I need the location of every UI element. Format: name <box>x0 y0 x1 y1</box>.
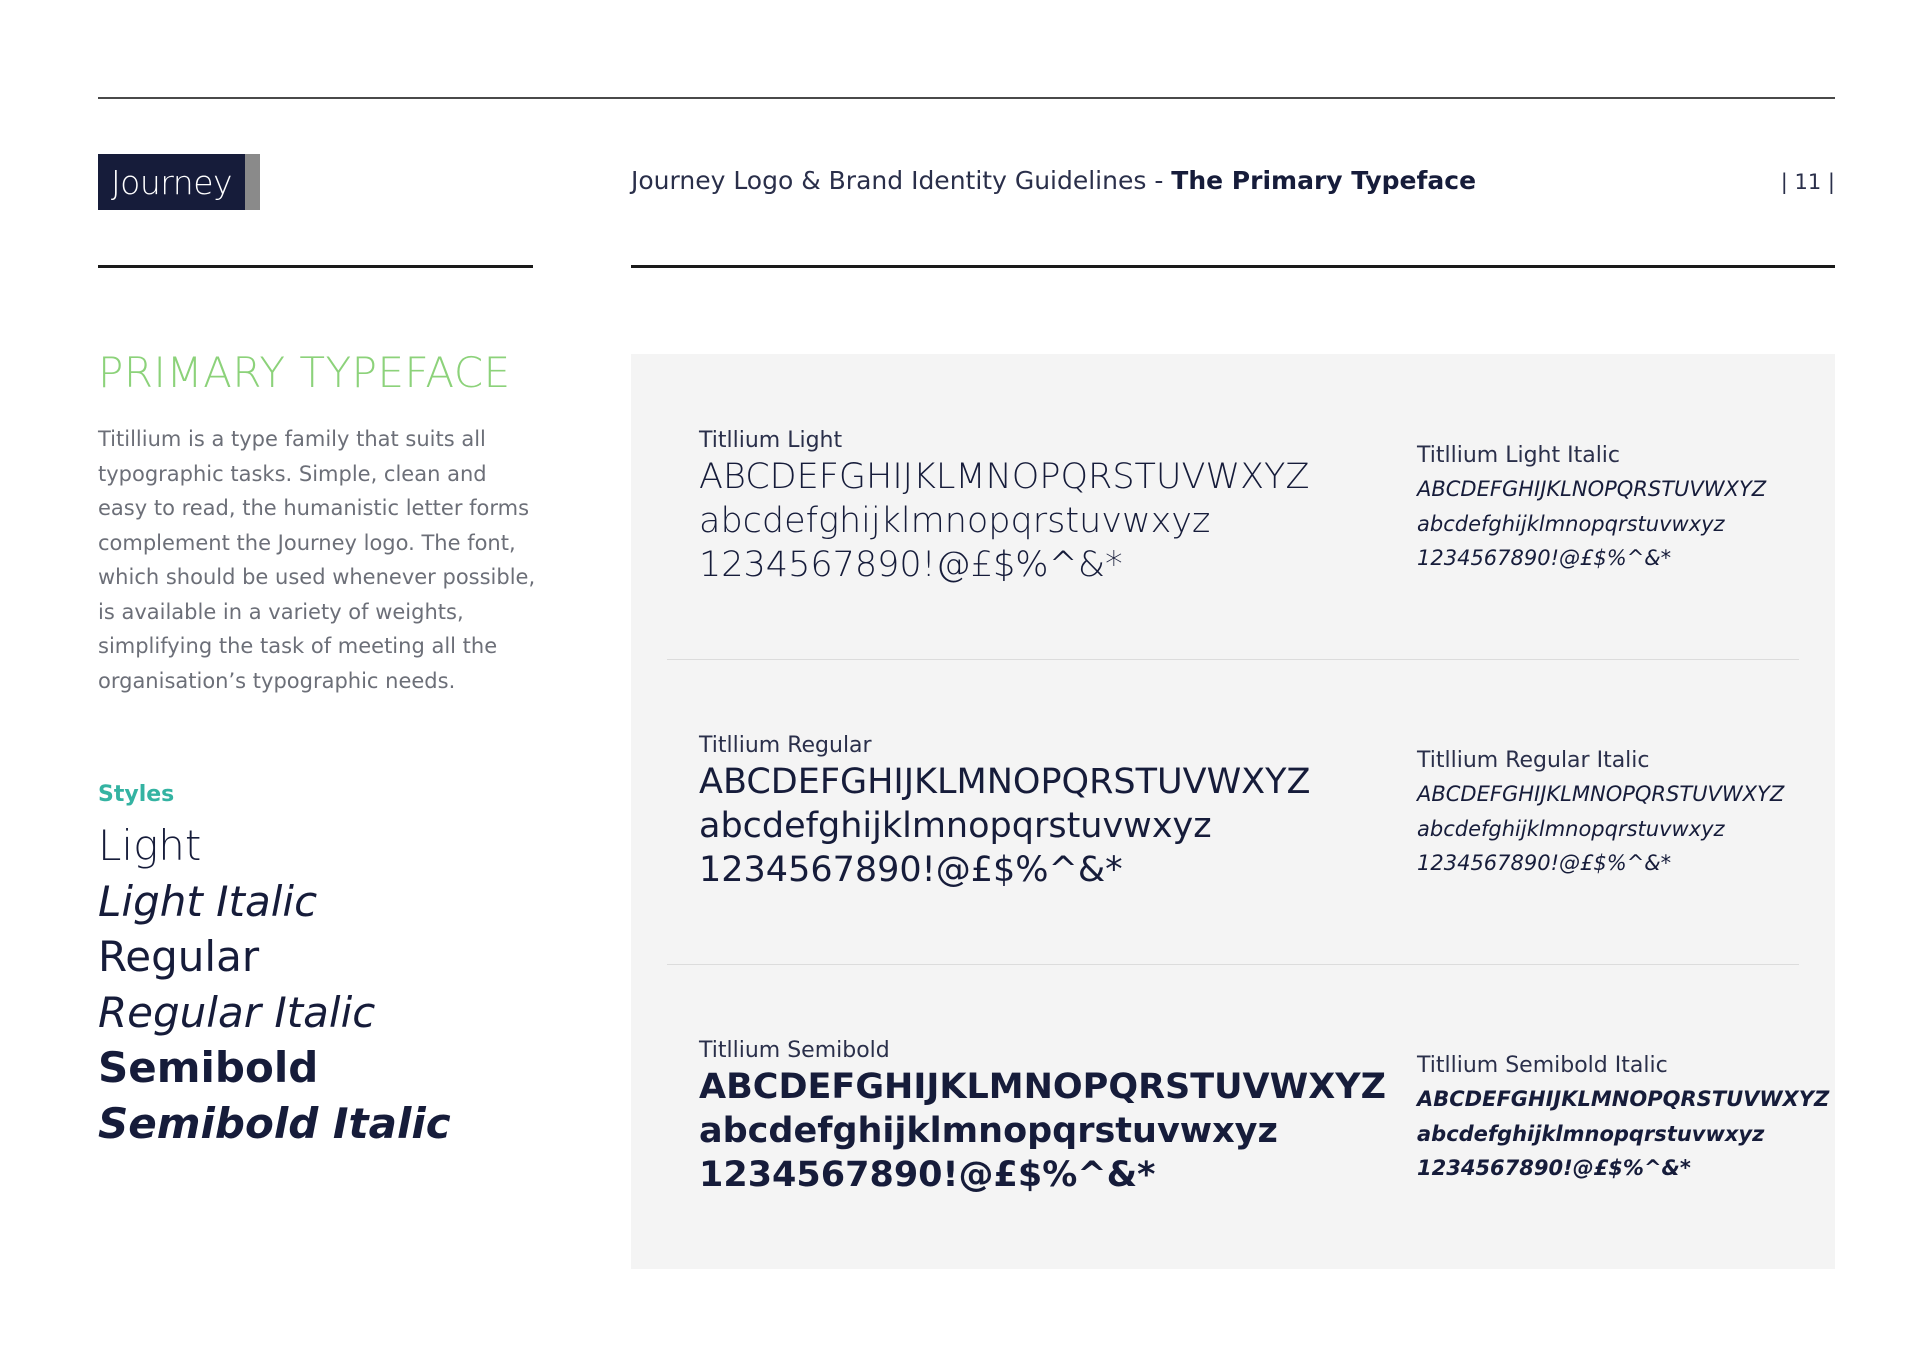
specimen-lowercase: abcdefghijklmnopqrstuvwxyz <box>699 501 1211 541</box>
specimen-semibold-italic <box>1417 1053 1829 1186</box>
document-title <box>631 166 1476 195</box>
style-regular-italic: Regular Italic <box>98 987 376 1037</box>
specimen-uppercase: ABCDEFGHIJKLMNOPQRSTUVWXYZ <box>1417 782 1785 806</box>
style-light: Light <box>98 821 202 870</box>
specimen-lowercase: abcdefghijklmnopqrstuvwxyz <box>1417 511 1725 536</box>
top-rule <box>98 97 1835 99</box>
specimen-lowercase: abcdefghijklmnopqrstuvwxyz <box>699 1111 1278 1151</box>
styles-heading: Styles <box>98 782 175 807</box>
page-number: | 11 | <box>1780 170 1835 194</box>
style-regular: Regular <box>98 932 260 981</box>
specimen-name: Titllium Regular Italic <box>1417 748 1650 773</box>
specimen-semibold <box>699 1038 1386 1197</box>
specimen-digits: 1234567890!@£$%^&* <box>1417 546 1672 570</box>
specimen-lowercase: abcdefghijklmnopqrstuvwxyz <box>1417 816 1725 841</box>
specimen-digits: 1234567890!@£$%^&* <box>699 1155 1156 1195</box>
document-title-section: The Primary Typeface <box>1171 166 1477 195</box>
logo-wordmark: Journey <box>98 154 245 210</box>
style-light-italic: Light Italic <box>98 876 318 926</box>
specimen-digits: 1234567890!@£$%^&* <box>1417 1156 1691 1180</box>
specimen-regular-italic <box>1417 748 1784 881</box>
specimen-digits: 1234567890!@£$%^&* <box>1417 851 1672 875</box>
right-header-rule <box>631 265 1835 268</box>
specimen-name: Titllium Light Italic <box>1417 443 1621 468</box>
document-title-prefix: Journey Logo & Brand Identity Guidelines - <box>631 166 1172 195</box>
specimen-divider <box>667 964 1799 965</box>
specimen-uppercase: ABCDEFGHIJKLNOPQRSTUVWXYZ <box>1417 477 1767 501</box>
specimen-uppercase: ABCDEFGHIJKLMNOPQRSTUVWXYZ <box>699 457 1310 497</box>
specimen-lowercase: abcdefghijklmnopqrstuvwxyz <box>1417 1121 1765 1146</box>
specimen-digits: 1234567890!@£$%^&* <box>699 850 1123 890</box>
section-title: PRIMARY TYPEFACE <box>98 348 511 397</box>
specimen-uppercase: ABCDEFGHIJKLMNOPQRSTUVWXYZ <box>699 762 1311 802</box>
specimen-divider <box>667 659 1799 660</box>
specimen-light <box>699 428 1309 587</box>
specimen-name: Titllium Semibold <box>699 1038 890 1063</box>
specimen-panel <box>631 354 1835 1269</box>
specimen-digits: 1234567890!@£$%^&* <box>699 545 1123 585</box>
style-semibold: Semibold <box>98 1043 319 1092</box>
specimen-regular <box>699 733 1311 892</box>
styles-list <box>98 818 451 1151</box>
logo-accent-bar <box>245 154 260 210</box>
intro-paragraph: Titillium is a type family that suits all typographic tasks. Simple, clean and easy to read, the humanistic letter forms complement the Journey logo. The font, which should be used whenever possible, is available in a variety of weights, simplifying the task of meeting all the organisation’s typographic needs. <box>98 427 536 693</box>
specimen-uppercase: ABCDEFGHIJKLMNOPQRSTUVWXYZ <box>1417 1087 1830 1111</box>
specimen-name: Titllium Regular <box>699 733 872 758</box>
style-semibold-italic: Semibold Italic <box>98 1098 451 1148</box>
specimen-light-italic <box>1417 443 1766 576</box>
specimen-lowercase: abcdefghijklmnopqrstuvwxyz <box>699 806 1212 846</box>
specimen-name: Titllium Semibold Italic <box>1417 1053 1668 1078</box>
journey-logo <box>98 154 260 210</box>
specimen-name: Titllium Light <box>699 428 843 453</box>
specimen-uppercase: ABCDEFGHIJKLMNOPQRSTUVWXYZ <box>699 1067 1386 1107</box>
left-header-rule <box>98 265 533 268</box>
